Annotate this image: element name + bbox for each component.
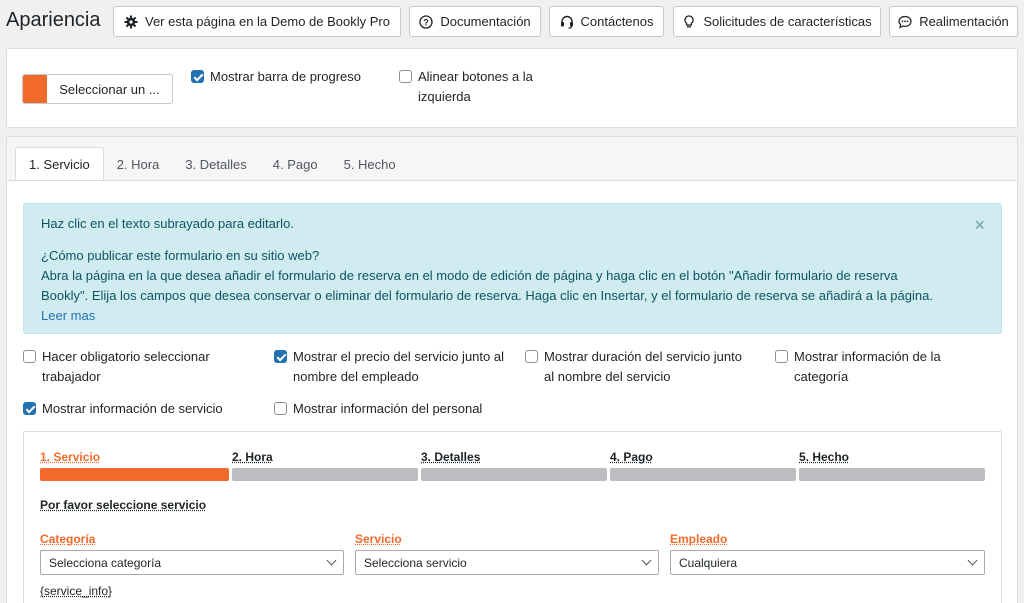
category-label[interactable]: Categoría: [40, 532, 96, 546]
progress-step-label[interactable]: 4. Pago: [610, 450, 653, 464]
chevron-down-icon: [327, 556, 337, 566]
tab-service[interactable]: 1. Servicio: [15, 147, 104, 182]
close-icon[interactable]: ×: [974, 215, 985, 235]
progress-bar-segment: [232, 468, 418, 481]
page-header: [0, 0, 1024, 44]
checkbox-unchecked[interactable]: [525, 350, 538, 363]
color-picker-label: Seleccionar un ...: [59, 81, 160, 97]
checkbox-unchecked[interactable]: [399, 70, 412, 83]
option-label: Mostrar información de servicio: [42, 401, 223, 416]
progress-step-label[interactable]: 2. Hora: [232, 450, 273, 464]
category-select-value: Selecciona categoría: [49, 555, 162, 570]
form-editor-panel: [6, 136, 1018, 603]
option-label: Mostrar información del personal: [293, 401, 483, 416]
alert-question: ¿Cómo publicar este formulario en su sitio web?: [41, 248, 320, 263]
svg-text:?: ?: [423, 16, 430, 27]
show-service-duration-checkbox[interactable]: [525, 347, 755, 387]
booking-form-preview: [23, 431, 1002, 603]
color-swatch: [23, 75, 47, 103]
page-title: Apariencia: [6, 9, 101, 31]
read-more-link[interactable]: Leer mas: [41, 308, 96, 323]
progress-step-label[interactable]: 5. Hecho: [799, 450, 850, 464]
progress-bar-segment: [40, 468, 229, 481]
show-service-info-checkbox[interactable]: [23, 399, 263, 419]
option-label: Mostrar información de la categoría: [794, 349, 941, 384]
employee-select[interactable]: [670, 550, 985, 575]
service-label[interactable]: Servicio: [355, 532, 402, 546]
chevron-down-icon: [642, 556, 652, 566]
employee-label[interactable]: Empleado: [670, 532, 728, 546]
checkbox-unchecked[interactable]: [775, 350, 788, 363]
service-select[interactable]: [355, 550, 659, 575]
chevron-down-icon: [968, 556, 978, 566]
checkbox-unchecked[interactable]: [23, 350, 36, 363]
category-select[interactable]: [40, 550, 344, 575]
progress-bar-segment: [421, 468, 607, 481]
progress-bar-segment: [799, 468, 985, 481]
require-staff-checkbox[interactable]: [23, 347, 238, 387]
option-label: Hacer obligatorio seleccionar trabajador: [42, 349, 210, 384]
checkbox-unchecked[interactable]: [274, 402, 287, 415]
tab-payment[interactable]: 4. Pago: [272, 156, 318, 172]
checkbox-checked[interactable]: [191, 70, 204, 83]
feedback-button[interactable]: [889, 6, 1018, 37]
tab-time[interactable]: 2. Hora: [116, 156, 160, 172]
color-picker[interactable]: [22, 74, 173, 104]
tab-content: [7, 180, 1017, 603]
question-icon: [419, 15, 433, 29]
option-label: Mostrar el precio del servicio junto al nombre del empleado: [293, 349, 504, 384]
checkbox-checked[interactable]: [274, 350, 287, 363]
show-staff-info-checkbox[interactable]: [274, 399, 514, 419]
appearance-settings-panel: [6, 48, 1018, 128]
alert-instructions: Abra la página en la que desea añadir el formulario de reserva en el modo de edición de página y haga clic en el botón "Añadir formulario de reserva Bookly". Elija los campos que desea conservar o eliminar del formulario de reserva. Haga clic en Insertar, y el formulario de reserva se añadirá a la página.: [41, 268, 933, 303]
progress-step-label[interactable]: 3. Detalles: [421, 450, 481, 464]
feature-requests-button[interactable]: [673, 6, 881, 37]
service-info-placeholder[interactable]: {service_info}: [40, 584, 113, 598]
contact-button[interactable]: [549, 6, 664, 37]
progress-step-label[interactable]: 1. Servicio: [40, 450, 101, 464]
align-buttons-left-label: Alinear botones a la izquierda: [418, 69, 533, 104]
option-label: Mostrar duración del servicio junto al nombre del servicio: [544, 349, 742, 384]
demo-button-label: Ver esta página en la Demo de Bookly Pro: [145, 14, 390, 29]
alert-hint: Haz clic en el texto subrayado para editarlo.: [41, 216, 294, 231]
employee-select-value: Cualquiera: [679, 555, 738, 570]
service-select-value: Selecciona servicio: [364, 555, 467, 570]
documentation-button-label: Documentación: [440, 14, 531, 29]
show-progress-bar-checkbox[interactable]: [191, 67, 381, 87]
show-progress-bar-label: Mostrar barra de progreso: [210, 69, 362, 84]
checkbox-checked[interactable]: [23, 402, 36, 415]
contact-button-label: Contáctenos: [580, 14, 654, 29]
demo-button[interactable]: [113, 6, 401, 37]
comment-icon: [898, 15, 912, 29]
lightbulb-icon: [682, 15, 696, 29]
feedback-button-label: Realimentación: [919, 14, 1009, 29]
info-alert: [23, 203, 1002, 334]
tab-done[interactable]: 5. Hecho: [343, 156, 396, 172]
gear-icon: [124, 15, 138, 29]
feature-requests-button-label: Solicitudes de características: [703, 14, 872, 29]
progress-bar-segment: [610, 468, 796, 481]
show-service-price-checkbox[interactable]: [274, 347, 504, 387]
tab-details[interactable]: 3. Detalles: [185, 156, 247, 172]
select-service-prompt[interactable]: Por favor seleccione servicio: [40, 498, 207, 512]
step-tabs: [15, 147, 409, 182]
documentation-button[interactable]: [409, 6, 541, 37]
align-buttons-left-checkbox[interactable]: [399, 67, 549, 107]
headset-icon: [560, 15, 574, 29]
show-category-info-checkbox[interactable]: [775, 347, 965, 387]
